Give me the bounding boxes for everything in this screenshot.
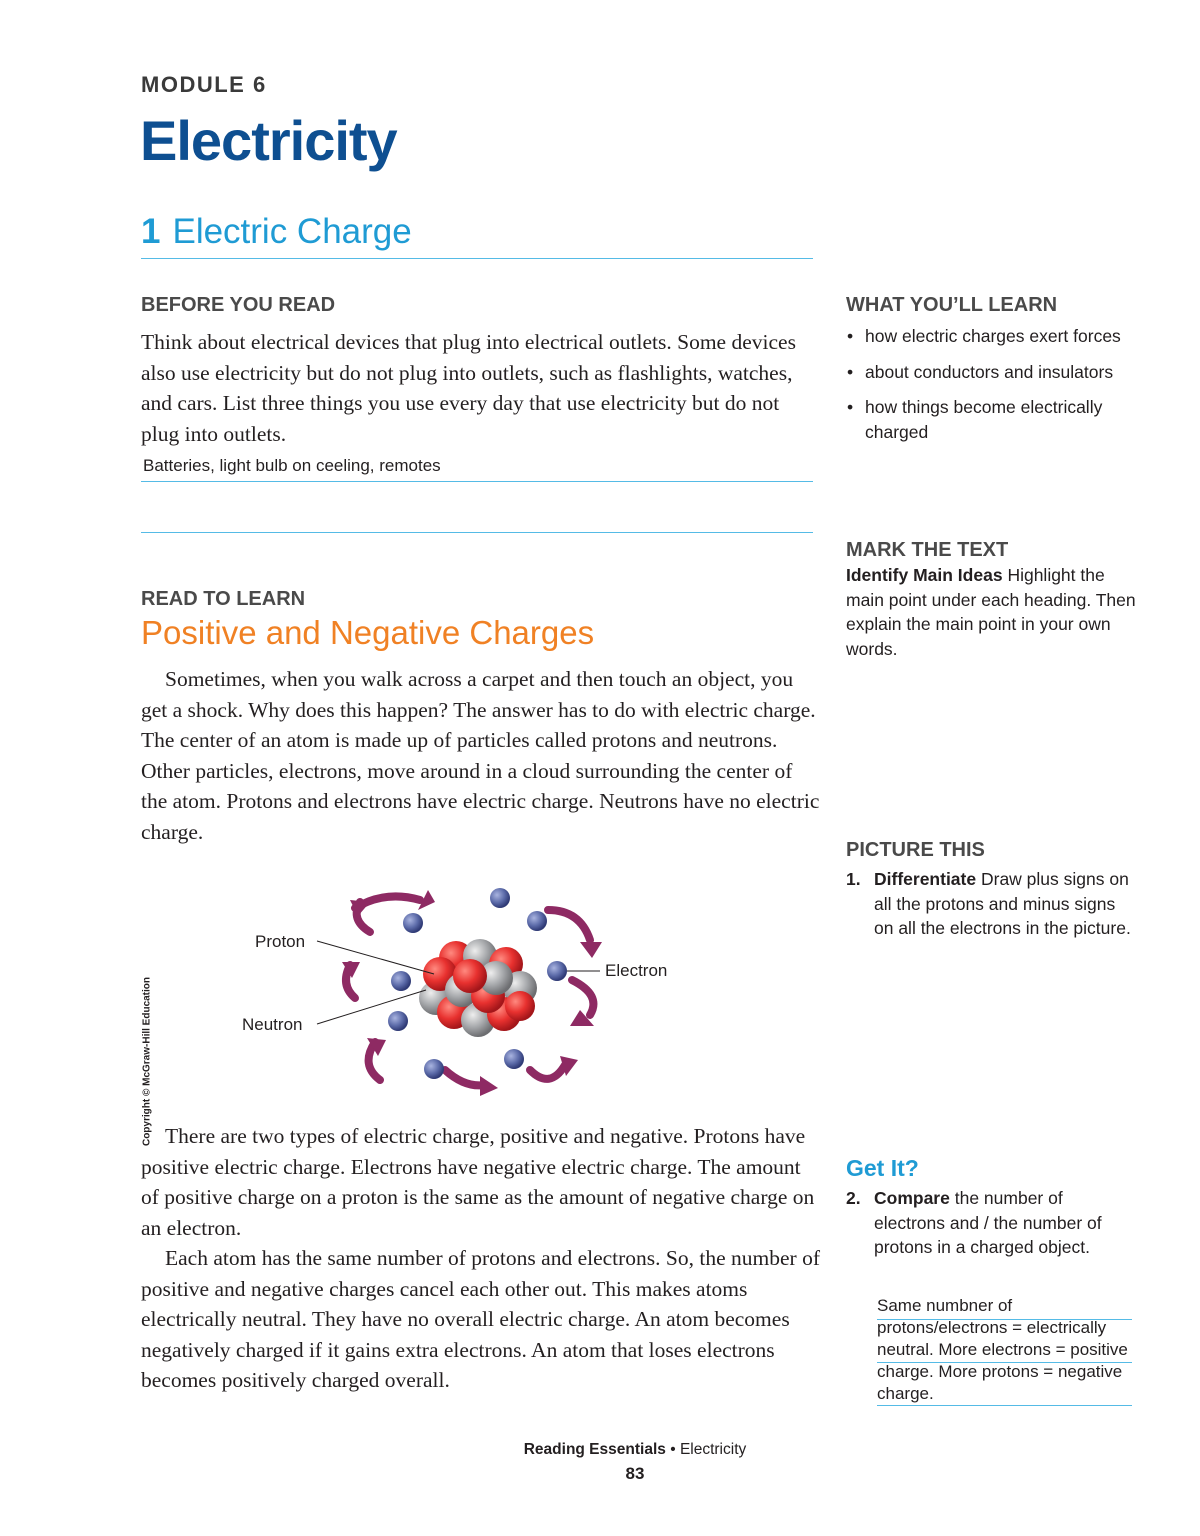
get-it-number: 2.: [846, 1188, 861, 1208]
answer-rule: [877, 1319, 1132, 1320]
nucleus: [419, 939, 537, 1037]
footer-subject: Electricity: [679, 1441, 747, 1458]
lesson-number: 1: [141, 212, 161, 251]
page-title: Electricity: [140, 109, 397, 172]
what-youll-learn-label: WHAT YOU’LL LEARN: [846, 294, 1058, 316]
neutron-leader: [317, 990, 426, 1024]
orbit-arrow: [572, 980, 593, 1015]
orbit-arrow: [530, 1065, 565, 1079]
paragraph-3: Each atom has the same number of protons and electrons. So, the number of positive and negative charges cancel each other out. This makes atoms electrically neutral. They have no overall electric charge. An atom becomes negatively charged if it gains extra electrons. An atom that loses electrons becomes positively charged overall.: [141, 1246, 820, 1392]
learn-item: • how things become electrically charged: [846, 395, 1146, 444]
neutron-label: Neutron: [242, 1015, 303, 1034]
electron: [547, 961, 567, 981]
electron-label: Electron: [605, 961, 668, 980]
get-it-text: the number of electrons and / the number of protons in a charged object.: [874, 1188, 1102, 1257]
module-label: MODULE 6: [141, 72, 267, 97]
proton-leader: [317, 941, 434, 974]
mark-the-text-bold: Identify Main Ideas: [846, 565, 1003, 585]
read-to-learn-label: READ TO LEARN: [141, 588, 306, 610]
picture-this-label: PICTURE THIS: [846, 839, 985, 861]
electron: [403, 913, 423, 933]
electron: [388, 1011, 408, 1031]
atom-diagram-svg: [230, 880, 700, 1110]
section-subheading: Positive and Negative Charges: [141, 614, 595, 651]
get-it-label: Get It?: [846, 1155, 919, 1181]
before-you-read-label: BEFORE YOU READ: [141, 294, 336, 316]
paragraph-1: [141, 664, 821, 847]
what-youll-learn-list: [846, 324, 1146, 455]
learn-item: • how electric charges exert forces: [846, 324, 1146, 349]
lesson-title: Electric Charge: [172, 212, 412, 251]
picture-this-bold: Differentiate: [874, 869, 977, 889]
electron: [504, 1049, 524, 1069]
answer-rule: [877, 1405, 1132, 1406]
electron: [391, 971, 411, 991]
copyright-notice: Copyright © McGraw-Hill Education: [141, 976, 153, 1147]
answer-line-2: [141, 532, 813, 533]
page-number: 83: [625, 1464, 645, 1483]
mark-the-text-text: Highlight the main point under each heading. Then explain the main point in your own words.: [846, 565, 1136, 659]
mark-the-text-label: MARK THE TEXT: [846, 539, 1009, 561]
atom-diagram: [230, 880, 700, 1110]
paragraph-2: There are two types of electric charge, positive and negative. Protons have positive electric charge. Electrons have negative electric charge. The amount of positive charge on a proton is the same as the amount of negative charge on an electron.: [141, 1124, 815, 1240]
paragraph-1-text: Sometimes, when you walk across a carpet and then touch an object, you get a shock. Why does this happen? The answer has to do with electric charge. The center of an atom is made up of particles called protons and neutrons. Other particles, electrons, move around in a cloud surrounding the center of the atom. Protons and electrons have electric charge. Neutrons have no electric charge.: [141, 667, 820, 844]
before-you-read-answer[interactable]: Batteries, light bulb on ceeling, remotes: [143, 456, 441, 475]
footer-separator: •: [670, 1441, 676, 1458]
electron: [490, 888, 510, 908]
answer-rule: [877, 1362, 1132, 1363]
before-you-read-prompt: Think about electrical devices that plug into electrical outlets. Some devices also use electricity but do not plug into outlets, such as flashlights, watches, and cars. List three things you use every day that use electricity but do not plug into outlets.: [141, 330, 796, 446]
picture-this-text: Draw plus signs on all the protons and minus signs on all the electrons in the picture.: [874, 869, 1131, 938]
proton: [505, 991, 535, 1021]
learn-item: • about conductors and insulators: [846, 360, 1146, 385]
footer: [500, 1441, 770, 1459]
answer-line-1: [141, 481, 813, 482]
orbit-arrow: [445, 1070, 485, 1085]
get-it-bold: Compare: [874, 1188, 950, 1208]
lesson-heading: [141, 212, 412, 252]
get-it-item: [846, 1186, 1136, 1260]
mark-the-text-body: [846, 563, 1146, 661]
proton: [453, 959, 487, 993]
lesson-heading-rule: [141, 258, 813, 259]
orbit-arrowhead: [580, 942, 602, 958]
electron: [527, 911, 547, 931]
picture-this-item: [846, 867, 1136, 941]
orbit-arrow: [548, 910, 590, 940]
proton-label: Proton: [255, 932, 306, 951]
picture-this-number: 1.: [846, 869, 861, 889]
orbit-arrowhead: [480, 1076, 498, 1096]
get-it-answer[interactable]: Same numbner of protons/electrons = electrically neutral. More electrons = positive charge. More protons = negative charge.: [877, 1296, 1128, 1403]
paragraphs-2-3: [141, 1121, 821, 1396]
electron: [424, 1059, 444, 1079]
footer-book: Reading Essentials: [523, 1441, 666, 1458]
